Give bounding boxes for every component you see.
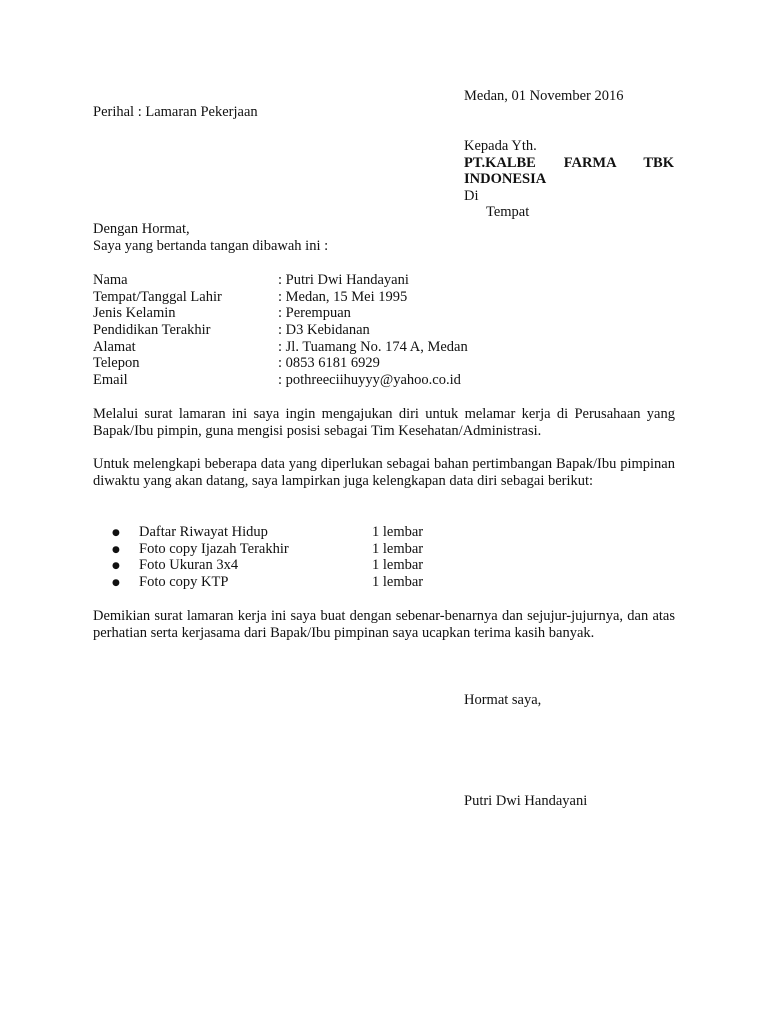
data-value: : D3 Kebidanan [278,322,370,338]
bullet-icon: ● [112,578,120,588]
attachment-name: Daftar Riwayat Hidup [139,524,268,540]
data-row-telepon [93,355,693,372]
data-value: : Jl. Tuamang No. 174 A, Medan [278,339,468,355]
attachment-name: Foto copy KTP [139,574,229,590]
greeting: Dengan Hormat, [93,221,190,237]
data-value: : Putri Dwi Handayani [278,272,409,288]
data-label: Alamat [93,339,136,355]
data-value: : pothreeciihuyyy@yahoo.co.id [278,372,461,388]
recipient-to: Kepada Yth. [464,138,537,154]
list-item [112,541,512,558]
data-label: Nama [93,272,128,288]
data-row-nama [93,272,693,289]
recipient-company-line2: INDONESIA [464,171,547,187]
data-label: Jenis Kelamin [93,305,176,321]
data-row-tempat-tanggal-lahir [93,289,693,306]
data-value: : Perempuan [278,305,351,321]
data-label: Telepon [93,355,140,371]
recipient-place: Tempat [486,204,530,220]
data-row-email [93,372,693,389]
recipient-di: Di [464,188,479,204]
paragraph-attachments-intro: Untuk melengkapi beberapa data yang diperlukan sebagai bahan pertimbangan Bapak/Ibu pimpinan diwaktu yang akan datang, saya lampirkan juga kelengkapan data diri sebagai berikut: [93,456,675,489]
bullet-icon: ● [112,561,120,571]
attachment-qty: 1 lembar [372,524,424,540]
data-row-alamat [93,339,693,356]
data-label: Pendidikan Terakhir [93,322,211,338]
signatory-name: Putri Dwi Handayani [464,793,588,809]
closing-salutation: Hormat saya, [464,692,542,708]
bullet-icon: ● [112,528,120,538]
intro-line: Saya yang bertanda tangan dibawah ini : [93,238,329,254]
attachment-qty: 1 lembar [372,557,424,573]
data-row-pendidikan-terakhir [93,322,693,339]
data-row-jenis-kelamin [93,305,693,322]
attachment-qty: 1 lembar [372,541,424,557]
data-label: Tempat/Tanggal Lahir [93,289,222,305]
attachment-name: Foto copy Ijazah Terakhir [139,541,289,557]
data-value: : 0853 6181 6929 [278,355,380,371]
list-item [112,524,512,541]
attachment-qty: 1 lembar [372,574,424,590]
paragraph-closing: Demikian surat lamaran kerja ini saya buat dengan sebenar-benarnya dan sejujur-jujurnya, dan atas perhatian serta kerjasama dari Bapak/Ibu pimpinan saya ucapkan terima kasih banyak. [93,608,675,641]
attachment-name: Foto Ukuran 3x4 [139,557,239,573]
data-value: : Medan, 15 Mei 1995 [278,289,408,305]
list-item [112,557,512,574]
subject-line: Perihal : Lamaran Pekerjaan [93,104,258,120]
place-date: Medan, 01 November 2016 [464,88,624,104]
data-label: Email [93,372,128,388]
list-item [112,574,512,591]
paragraph-application: Melalui surat lamaran ini saya ingin mengajukan diri untuk melamar kerja di Perusahaan yang Bapak/Ibu pimpin, guna mengisi posisi sebagai Tim Kesehatan/Administrasi. [93,406,675,439]
bullet-icon: ● [112,545,120,555]
recipient-company-line1: PT.KALBE FARMA TBK [464,155,674,171]
